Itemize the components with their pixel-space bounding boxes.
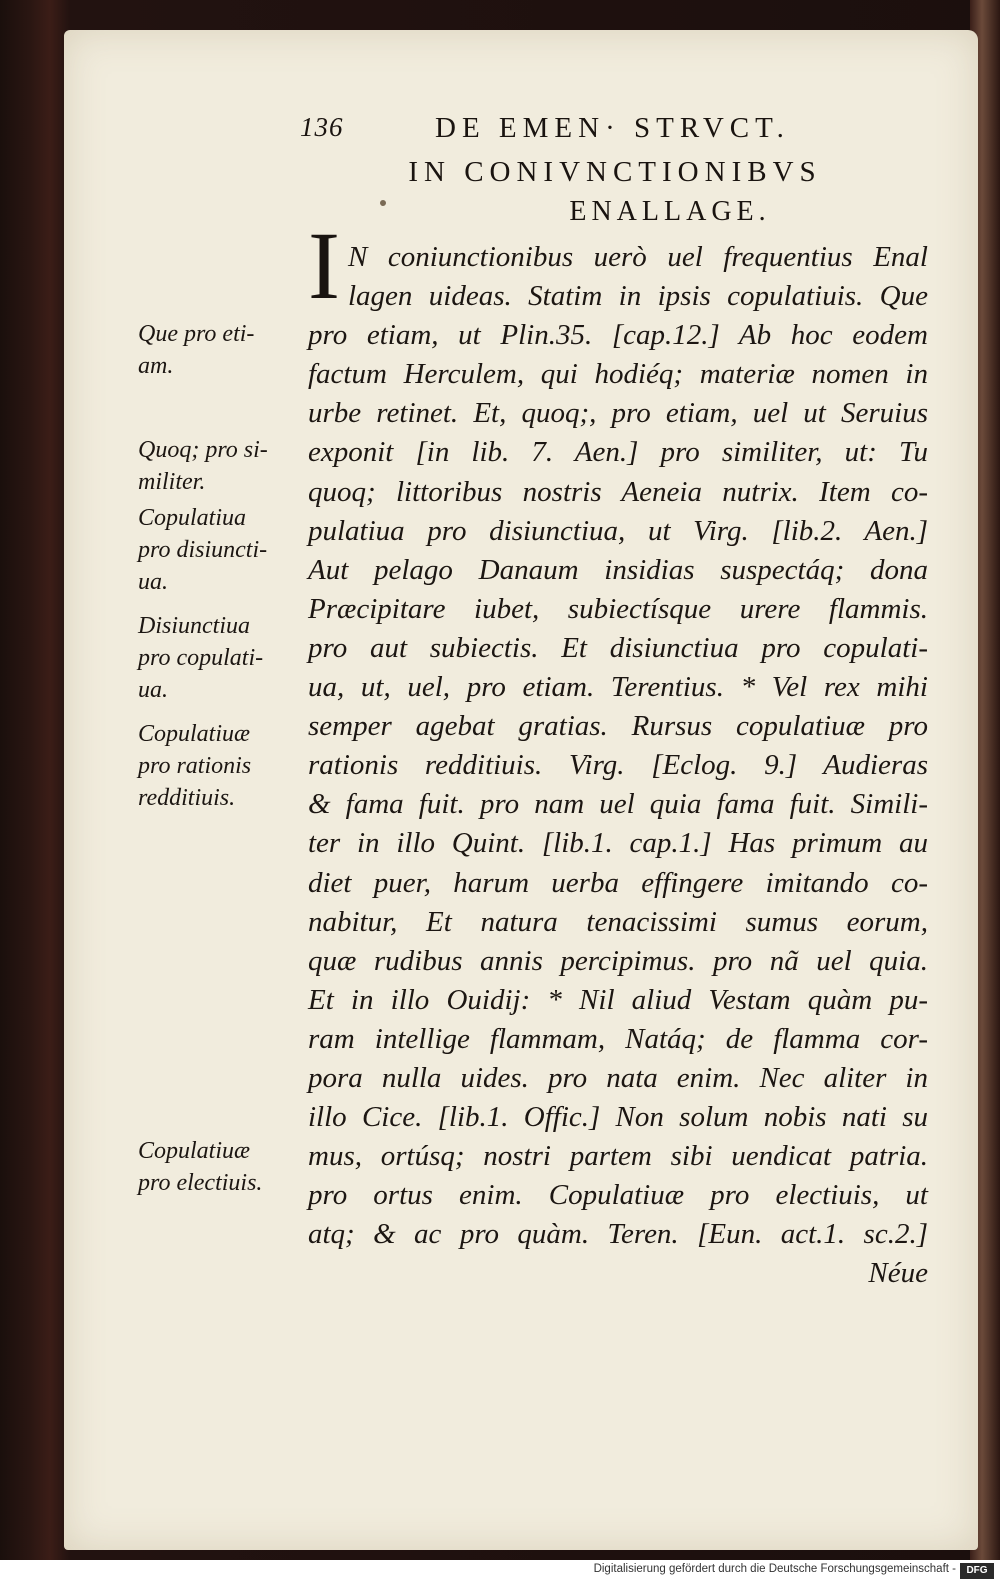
body-line: atq; & ac pro quàm. Teren. [Eun. act.1. sc.2.] — [308, 1218, 928, 1251]
body-line: mus, ortúsq; nostri partem sibi uendicat patria. — [308, 1140, 928, 1173]
marginal-line: Copulatiuæ — [138, 721, 251, 747]
marginal-line: am. — [138, 353, 174, 379]
body-line: urbe retinet. Et, quoq;, pro etiam, uel ut Seruius — [308, 397, 928, 430]
body-line: Aut pelago Danaum insidias suspectáq; dona — [308, 553, 928, 586]
body-line: Præcipitare iubet, subiectísque urere flammis. — [308, 592, 928, 625]
marginal-note — [138, 610, 298, 706]
body-line: ua, ut, uel, pro etiam. Terentius. * Vel rex mihi — [308, 671, 928, 704]
body-line: nabitur, Et natura tenacissimi sumus eorum, — [308, 905, 928, 938]
marginal-line: pro disiuncti- — [138, 537, 268, 563]
marginal-line: redditiuis. — [138, 785, 236, 811]
section-subheading: ENALLAGE. — [569, 196, 771, 227]
body-line: semper agebat gratias. Rursus copulatiuæ pro — [308, 710, 928, 743]
marginal-line: pro copulati- — [138, 645, 264, 671]
body-line: rationis redditiuis. Virg. [Eclog. 9.] Audieras — [308, 749, 928, 782]
body-line: pora nulla uides. pro nata enim. Nec aliter in — [308, 1061, 928, 1094]
section-heading: IN CONIVNCTIONIBVS — [408, 156, 822, 188]
marginal-note — [138, 1135, 298, 1199]
marginal-note — [138, 318, 298, 382]
marginal-note — [138, 718, 298, 814]
body-line: illo Cice. [lib.1. Offic.] Non solum nobis nati su — [308, 1101, 928, 1134]
marginal-line: Quoq; pro si- — [138, 437, 268, 463]
body-line: lagen uideas. Statim in ipsis copulatiuis. Que — [348, 280, 928, 313]
marginal-note — [138, 502, 298, 598]
body-line: Et in illo Ouidij: * Nil aliud Vestam quàm pu- — [308, 983, 928, 1016]
marginal-line: Que pro eti- — [138, 321, 255, 347]
marginal-line: pro electiuis. — [138, 1170, 263, 1196]
body-line: pro etiam, ut Plin.35. [cap.12.] Ab hoc eodem — [308, 319, 928, 352]
body-line: factum Herculem, qui hodiéq; materiæ nomen in — [308, 358, 928, 391]
body-line: & fama fuit. pro nam uel quia fama fuit. Simili- — [308, 788, 928, 821]
body-line: ram intellige flammam, Natáq; de flamma cor- — [308, 1022, 928, 1055]
marginal-line: militer. — [138, 469, 206, 495]
page-number: 136 — [300, 112, 344, 142]
body-line: pulatiua pro disiunctiua, ut Virg. [lib.2. Aen.] — [308, 514, 928, 547]
body-line: pro aut subiectis. Et disiunctiua pro copulati- — [308, 631, 928, 664]
body-line: quoq; littoribus nostris Aeneia nutrix. Item co- — [308, 475, 928, 508]
marginal-line: ua. — [138, 677, 168, 703]
body-line: ter in illo Quint. [lib.1. cap.1.] Has primum au — [308, 827, 928, 860]
drop-cap: I — [308, 212, 340, 319]
marginal-note — [138, 434, 298, 498]
body-line: N coniunctionibus uerò uel frequentius Enal — [348, 241, 928, 273]
marginal-line: ua. — [138, 569, 168, 595]
body-line: diet puer, harum uerba effingere imitando co- — [308, 866, 928, 899]
footer-bar — [0, 1560, 1000, 1582]
digitization-credit: Digitalisierung gefördert durch die Deutsche Forschungsgemeinschaft - — [593, 1563, 956, 1575]
body-line: pro ortus enim. Copulatiuæ pro electiuis, ut — [308, 1179, 928, 1212]
body-line: exponit [in lib. 7. Aen.] pro similiter, ut: Tu — [308, 436, 928, 469]
running-head — [300, 112, 860, 152]
dfg-logo: DFG — [960, 1563, 994, 1579]
marginal-line: Copulatiuæ — [138, 1138, 251, 1164]
marginal-line: Disiunctiua — [138, 613, 250, 639]
marginal-line: Copulatiua — [138, 505, 247, 531]
body-line: quæ rudibus annis percipimus. pro nã uel quia. — [308, 944, 928, 977]
running-title: DE EMEN· STRVCT. — [435, 112, 790, 144]
marginal-line: pro rationis — [138, 753, 252, 779]
body-text — [308, 238, 928, 1294]
body-line: Néue — [868, 1257, 928, 1290]
